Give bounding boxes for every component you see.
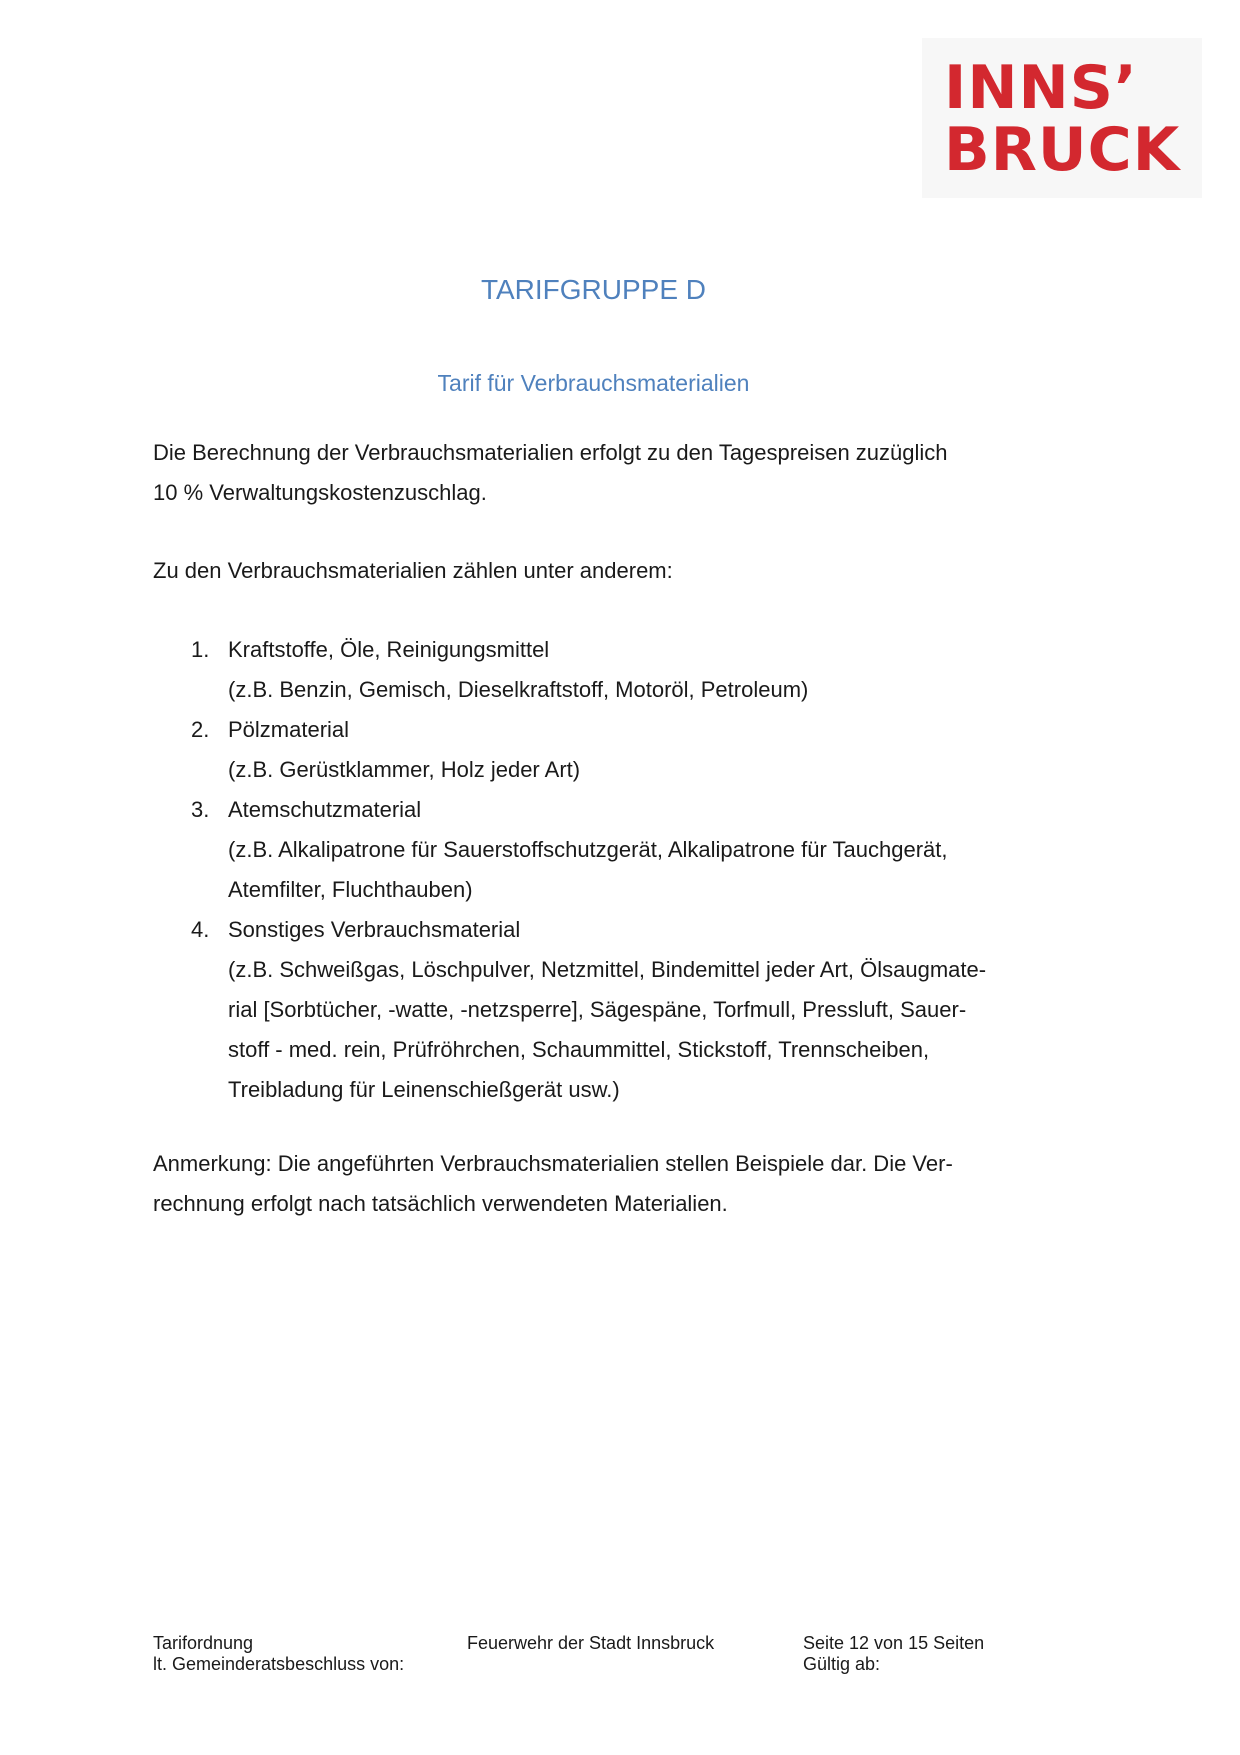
page-title: TARIFGRUPPE D	[480, 274, 707, 305]
materials-list	[153, 630, 1053, 1110]
footer-document-name: Tarifordnung	[153, 1633, 254, 1653]
list-item-detail: (z.B. Gerüstklammer, Holz jeder Art)	[228, 757, 581, 782]
note-line: rechnung erfolgt nach tatsächlich verwendeten Materialien.	[153, 1191, 728, 1216]
list-item-title: Sonstiges Verbrauchsmaterial	[228, 917, 521, 942]
list-item	[153, 910, 1053, 1110]
list-item-number: 4.	[191, 917, 210, 942]
list-intro: Zu den Verbrauchsmaterialien zählen unter anderem:	[153, 558, 673, 583]
list-item-detail: Atemfilter, Fluchthauben)	[228, 877, 473, 902]
list-item-detail: (z.B. Alkalipatrone für Sauerstoffschutzgerät, Alkalipatrone für Tauchgerät,	[228, 837, 948, 862]
footer-valid-from: Gültig ab:	[803, 1654, 881, 1674]
footer-left	[153, 1633, 404, 1675]
list-item-detail: rial [Sorbtücher, -watte, -netzsperre], Sägespäne, Torfmull, Pressluft, Sauer-	[228, 997, 967, 1022]
logo-text-line-2: BRUCK	[944, 115, 1181, 185]
list-item-detail: (z.B. Benzin, Gemisch, Dieselkraftstoff, Motoröl, Petroleum)	[228, 677, 809, 702]
list-item-detail: Treibladung für Leinenschießgerät usw.)	[228, 1077, 620, 1102]
innsbruck-logo	[922, 38, 1202, 198]
footer-organization: Feuerwehr der Stadt Innsbruck	[467, 1633, 715, 1653]
intro-paragraph	[153, 433, 1053, 513]
intro-line: 10 % Verwaltungskostenzuschlag.	[153, 480, 487, 505]
footer-right	[803, 1633, 984, 1675]
list-item-number: 1.	[191, 637, 210, 662]
footer-council-resolution: lt. Gemeinderatsbeschluss von:	[153, 1654, 405, 1674]
intro-line: Die Berechnung der Verbrauchsmaterialien erfolgt zu den Tagespreisen zuzüglich	[153, 440, 948, 465]
note-paragraph	[153, 1144, 1033, 1224]
list-item-title: Pölzmaterial	[228, 717, 350, 742]
note-line: Anmerkung: Die angeführten Verbrauchsmaterialien stellen Beispiele dar. Die Ver-	[153, 1151, 953, 1176]
page-subtitle: Tarif für Verbrauchsmaterialien	[437, 370, 750, 396]
list-item-number: 3.	[191, 797, 210, 822]
list-item-detail: (z.B. Schweißgas, Löschpulver, Netzmittel, Bindemittel jeder Art, Ölsaugmate-	[228, 957, 987, 982]
logo-text-line-1: INNS’	[944, 53, 1138, 123]
list-item-detail: stoff - med. rein, Prüfröhrchen, Schaummittel, Stickstoff, Trennscheiben,	[228, 1037, 930, 1062]
list-item	[153, 790, 1053, 910]
footer-center	[467, 1633, 714, 1654]
footer-page-number: Seite 12 von 15 Seiten	[803, 1633, 985, 1653]
list-item-title: Atemschutzmaterial	[228, 797, 422, 822]
list-item	[153, 630, 1053, 710]
list-item-title: Kraftstoffe, Öle, Reinigungsmittel	[228, 637, 550, 662]
list-item-number: 2.	[191, 717, 210, 742]
list-item	[153, 710, 1053, 790]
